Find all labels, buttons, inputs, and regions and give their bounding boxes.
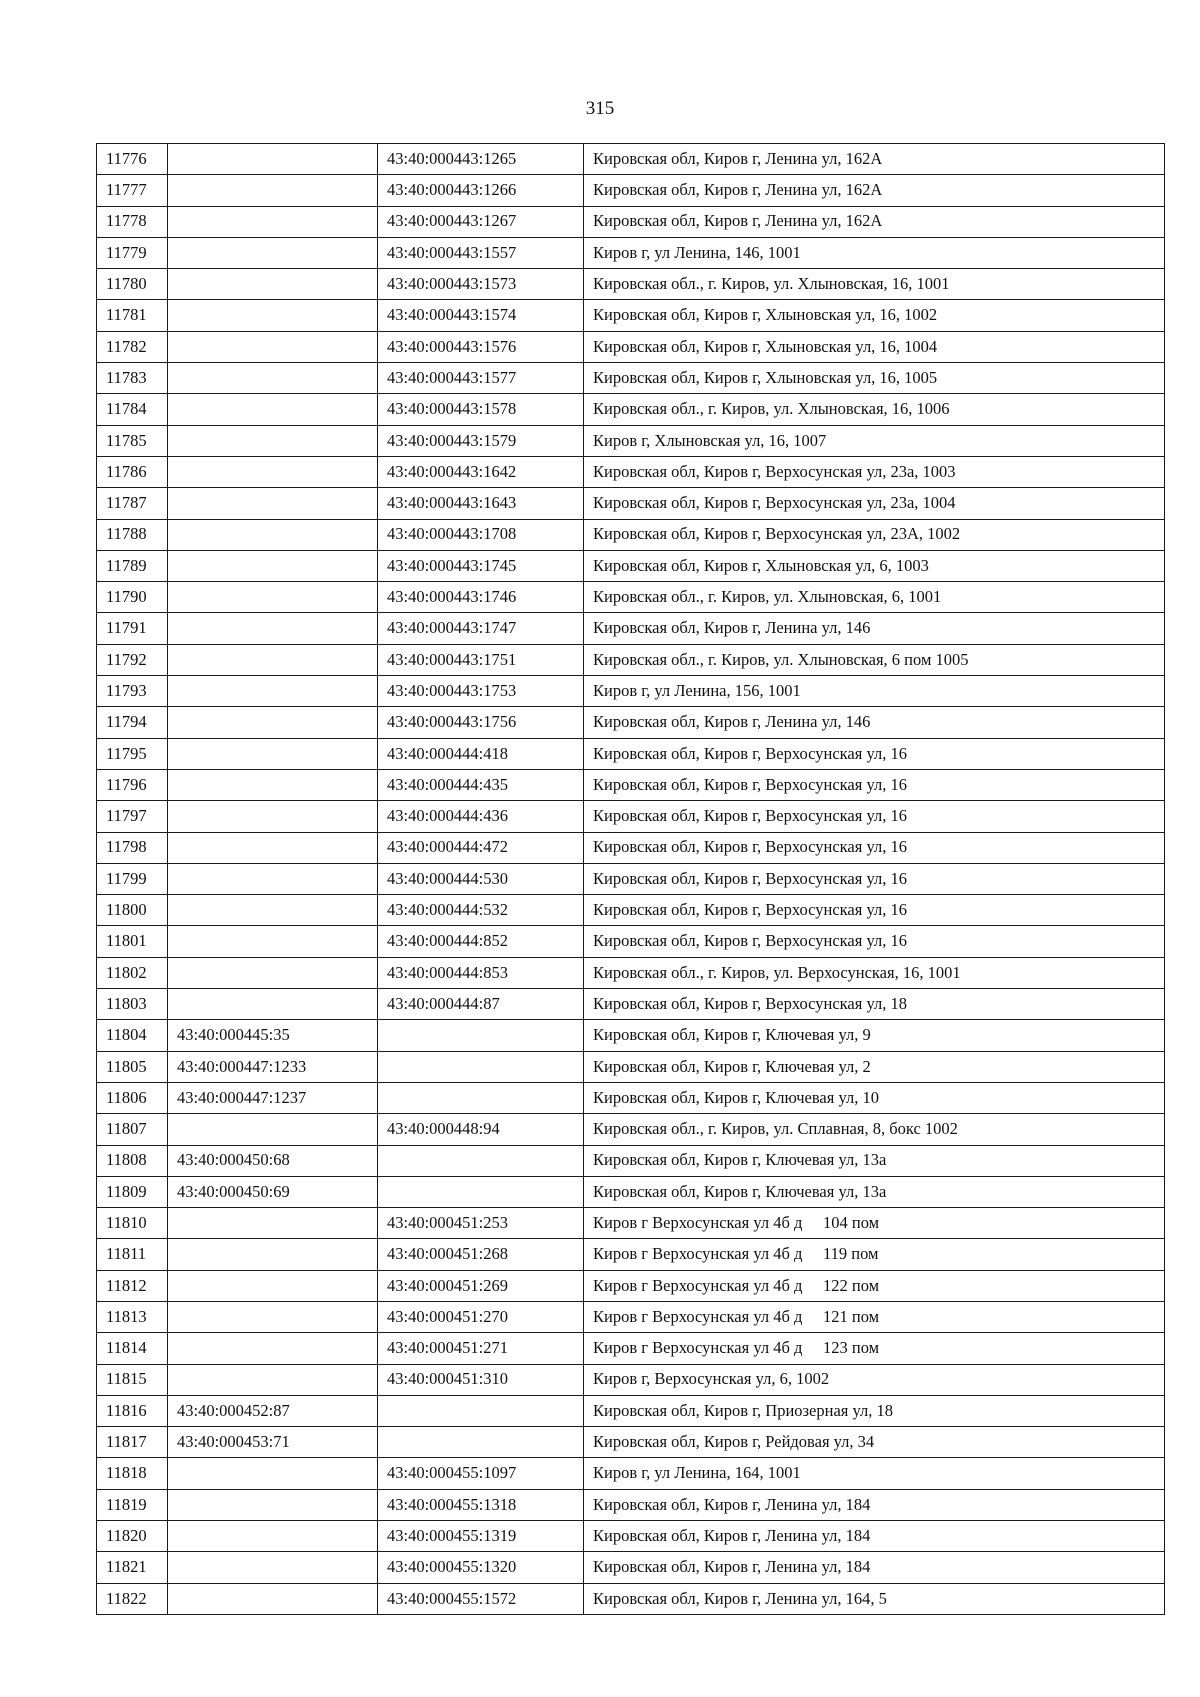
address-cell: Кировская обл, Киров г, Ленина ул, 162А — [584, 144, 1165, 175]
address-cell: Киров г, Верхосунская ул, 6, 1002 — [584, 1364, 1165, 1395]
land-cadastral-number-cell — [168, 1489, 378, 1520]
object-cadastral-number-cell: 43:40:000443:1578 — [378, 394, 584, 425]
table-row — [97, 519, 1165, 550]
row-number-cell: 11817 — [97, 1427, 168, 1458]
row-number-cell: 11792 — [97, 644, 168, 675]
table-row — [97, 1427, 1165, 1458]
address-cell: Киров г Верхосунская ул 4б д 121 пом — [584, 1301, 1165, 1332]
address-cell: Кировская обл, Киров г, Рейдовая ул, 34 — [584, 1427, 1165, 1458]
address-cell: Кировская обл, Киров г, Ключевая ул, 10 — [584, 1082, 1165, 1113]
row-number-cell: 11785 — [97, 425, 168, 456]
object-cadastral-number-cell: 43:40:000443:1573 — [378, 269, 584, 300]
land-cadastral-number-cell — [168, 895, 378, 926]
land-cadastral-number-cell — [168, 1270, 378, 1301]
row-number-cell: 11806 — [97, 1082, 168, 1113]
address-cell: Кировская обл, Киров г, Ленина ул, 162А — [584, 175, 1165, 206]
row-number-cell: 11796 — [97, 769, 168, 800]
land-cadastral-number-cell — [168, 488, 378, 519]
table-row — [97, 1208, 1165, 1239]
object-cadastral-number-cell: 43:40:000451:310 — [378, 1364, 584, 1395]
land-cadastral-number-cell: 43:40:000447:1233 — [168, 1051, 378, 1082]
object-cadastral-number-cell: 43:40:000444:418 — [378, 738, 584, 769]
object-cadastral-number-cell: 43:40:000444:532 — [378, 895, 584, 926]
object-cadastral-number-cell: 43:40:000443:1643 — [378, 488, 584, 519]
row-number-cell: 11812 — [97, 1270, 168, 1301]
object-cadastral-number-cell: 43:40:000451:268 — [378, 1239, 584, 1270]
land-cadastral-number-cell — [168, 1552, 378, 1583]
land-cadastral-number-cell — [168, 1364, 378, 1395]
land-cadastral-number-cell — [168, 707, 378, 738]
object-cadastral-number-cell: 43:40:000444:472 — [378, 832, 584, 863]
object-cadastral-number-cell: 43:40:000444:435 — [378, 769, 584, 800]
address-cell: Кировская обл, Киров г, Ленина ул, 146 — [584, 613, 1165, 644]
land-cadastral-number-cell: 43:40:000450:68 — [168, 1145, 378, 1176]
address-cell: Кировская обл, Киров г, Ленина ул, 146 — [584, 707, 1165, 738]
address-cell: Кировская обл, Киров г, Хлыновская ул, 6, 1003 — [584, 550, 1165, 581]
object-cadastral-number-cell: 43:40:000451:271 — [378, 1333, 584, 1364]
row-number-cell: 11777 — [97, 175, 168, 206]
address-cell: Кировская обл, Киров г, Ключевая ул, 2 — [584, 1051, 1165, 1082]
object-cadastral-number-cell: 43:40:000444:852 — [378, 926, 584, 957]
row-number-cell: 11781 — [97, 300, 168, 331]
table-row — [97, 1333, 1165, 1364]
address-cell: Кировская обл, Киров г, Хлыновская ул, 16, 1002 — [584, 300, 1165, 331]
row-number-cell: 11814 — [97, 1333, 168, 1364]
row-number-cell: 11820 — [97, 1521, 168, 1552]
table-row — [97, 1239, 1165, 1270]
table-row — [97, 300, 1165, 331]
row-number-cell: 11791 — [97, 613, 168, 644]
object-cadastral-number-cell: 43:40:000455:1319 — [378, 1521, 584, 1552]
address-cell: Кировская обл, Киров г, Ленина ул, 164, 5 — [584, 1583, 1165, 1614]
address-cell: Киров г Верхосунская ул 4б д 119 пом — [584, 1239, 1165, 1270]
address-cell: Кировская обл, Киров г, Ключевая ул, 9 — [584, 1020, 1165, 1051]
table-row — [97, 1176, 1165, 1207]
address-cell: Кировская обл, Киров г, Верхосунская ул, 16 — [584, 769, 1165, 800]
address-cell: Кировская обл., г. Киров, ул. Хлыновская, 6, 1001 — [584, 582, 1165, 613]
row-number-cell: 11799 — [97, 863, 168, 894]
object-cadastral-number-cell — [378, 1020, 584, 1051]
table-row — [97, 989, 1165, 1020]
land-cadastral-number-cell — [168, 769, 378, 800]
row-number-cell: 11782 — [97, 331, 168, 362]
object-cadastral-number-cell: 43:40:000443:1745 — [378, 550, 584, 581]
object-cadastral-number-cell: 43:40:000443:1756 — [378, 707, 584, 738]
object-cadastral-number-cell: 43:40:000455:1318 — [378, 1489, 584, 1520]
object-cadastral-number-cell: 43:40:000451:270 — [378, 1301, 584, 1332]
table-row — [97, 1552, 1165, 1583]
row-number-cell: 11784 — [97, 394, 168, 425]
address-cell: Киров г Верхосунская ул 4б д 122 пом — [584, 1270, 1165, 1301]
row-number-cell: 11809 — [97, 1176, 168, 1207]
table-row — [97, 801, 1165, 832]
object-cadastral-number-cell: 43:40:000443:1747 — [378, 613, 584, 644]
registry-table-body — [97, 144, 1165, 1615]
table-row — [97, 676, 1165, 707]
land-cadastral-number-cell — [168, 331, 378, 362]
object-cadastral-number-cell: 43:40:000443:1574 — [378, 300, 584, 331]
object-cadastral-number-cell: 43:40:000451:253 — [378, 1208, 584, 1239]
table-row — [97, 644, 1165, 675]
address-cell: Кировская обл., г. Киров, ул. Хлыновская, 16, 1006 — [584, 394, 1165, 425]
row-number-cell: 11803 — [97, 989, 168, 1020]
object-cadastral-number-cell: 43:40:000443:1265 — [378, 144, 584, 175]
row-number-cell: 11797 — [97, 801, 168, 832]
object-cadastral-number-cell: 43:40:000455:1320 — [378, 1552, 584, 1583]
row-number-cell: 11790 — [97, 582, 168, 613]
address-cell: Кировская обл., г. Киров, ул. Хлыновская, 6 пом 1005 — [584, 644, 1165, 675]
land-cadastral-number-cell — [168, 1333, 378, 1364]
row-number-cell: 11808 — [97, 1145, 168, 1176]
row-number-cell: 11804 — [97, 1020, 168, 1051]
table-row — [97, 456, 1165, 487]
address-cell: Кировская обл, Киров г, Верхосунская ул, 16 — [584, 926, 1165, 957]
row-number-cell: 11787 — [97, 488, 168, 519]
object-cadastral-number-cell: 43:40:000455:1572 — [378, 1583, 584, 1614]
row-number-cell: 11788 — [97, 519, 168, 550]
row-number-cell: 11798 — [97, 832, 168, 863]
table-row — [97, 1082, 1165, 1113]
object-cadastral-number-cell — [378, 1145, 584, 1176]
land-cadastral-number-cell — [168, 989, 378, 1020]
row-number-cell: 11789 — [97, 550, 168, 581]
land-cadastral-number-cell — [168, 582, 378, 613]
object-cadastral-number-cell: 43:40:000444:853 — [378, 957, 584, 988]
land-cadastral-number-cell — [168, 1301, 378, 1332]
table-row — [97, 769, 1165, 800]
land-cadastral-number-cell — [168, 206, 378, 237]
address-cell: Кировская обл., г. Киров, ул. Верхосунская, 16, 1001 — [584, 957, 1165, 988]
table-row — [97, 1301, 1165, 1332]
table-row — [97, 1145, 1165, 1176]
land-cadastral-number-cell — [168, 363, 378, 394]
object-cadastral-number-cell: 43:40:000443:1266 — [378, 175, 584, 206]
table-row — [97, 895, 1165, 926]
object-cadastral-number-cell: 43:40:000444:87 — [378, 989, 584, 1020]
table-row — [97, 1395, 1165, 1426]
row-number-cell: 11776 — [97, 144, 168, 175]
table-row — [97, 1458, 1165, 1489]
address-cell: Киров г, ул Ленина, 164, 1001 — [584, 1458, 1165, 1489]
land-cadastral-number-cell — [168, 394, 378, 425]
table-row — [97, 738, 1165, 769]
table-row — [97, 957, 1165, 988]
land-cadastral-number-cell — [168, 1114, 378, 1145]
object-cadastral-number-cell — [378, 1176, 584, 1207]
land-cadastral-number-cell — [168, 1521, 378, 1552]
address-cell: Кировская обл, Киров г, Верхосунская ул, 16 — [584, 895, 1165, 926]
land-cadastral-number-cell — [168, 676, 378, 707]
object-cadastral-number-cell: 43:40:000444:436 — [378, 801, 584, 832]
land-cadastral-number-cell: 43:40:000447:1237 — [168, 1082, 378, 1113]
land-cadastral-number-cell: 43:40:000452:87 — [168, 1395, 378, 1426]
table-row — [97, 1114, 1165, 1145]
object-cadastral-number-cell — [378, 1051, 584, 1082]
table-row — [97, 206, 1165, 237]
table-row — [97, 863, 1165, 894]
address-cell: Кировская обл, Киров г, Верхосунская ул, 16 — [584, 832, 1165, 863]
row-number-cell: 11818 — [97, 1458, 168, 1489]
object-cadastral-number-cell: 43:40:000443:1746 — [378, 582, 584, 613]
address-cell: Киров г Верхосунская ул 4б д 104 пом — [584, 1208, 1165, 1239]
row-number-cell: 11813 — [97, 1301, 168, 1332]
table-row — [97, 926, 1165, 957]
address-cell: Кировская обл, Киров г, Ленина ул, 184 — [584, 1552, 1165, 1583]
row-number-cell: 11793 — [97, 676, 168, 707]
land-cadastral-number-cell — [168, 801, 378, 832]
land-cadastral-number-cell — [168, 237, 378, 268]
object-cadastral-number-cell: 43:40:000443:1577 — [378, 363, 584, 394]
row-number-cell: 11779 — [97, 237, 168, 268]
table-row — [97, 1583, 1165, 1614]
object-cadastral-number-cell: 43:40:000443:1579 — [378, 425, 584, 456]
object-cadastral-number-cell: 43:40:000448:94 — [378, 1114, 584, 1145]
land-cadastral-number-cell — [168, 644, 378, 675]
row-number-cell: 11816 — [97, 1395, 168, 1426]
table-row — [97, 269, 1165, 300]
address-cell: Кировская обл, Киров г, Верхосунская ул, 23А, 1002 — [584, 519, 1165, 550]
table-row — [97, 1270, 1165, 1301]
row-number-cell: 11821 — [97, 1552, 168, 1583]
table-row — [97, 488, 1165, 519]
address-cell: Кировская обл, Киров г, Ленина ул, 184 — [584, 1489, 1165, 1520]
object-cadastral-number-cell: 43:40:000443:1642 — [378, 456, 584, 487]
address-cell: Кировская обл, Киров г, Верхосунская ул, 18 — [584, 989, 1165, 1020]
object-cadastral-number-cell: 43:40:000443:1753 — [378, 676, 584, 707]
land-cadastral-number-cell: 43:40:000453:71 — [168, 1427, 378, 1458]
row-number-cell: 11805 — [97, 1051, 168, 1082]
land-cadastral-number-cell — [168, 519, 378, 550]
table-row — [97, 1364, 1165, 1395]
row-number-cell: 11800 — [97, 895, 168, 926]
land-cadastral-number-cell — [168, 550, 378, 581]
row-number-cell: 11819 — [97, 1489, 168, 1520]
address-cell: Кировская обл, Киров г, Ленина ул, 162А — [584, 206, 1165, 237]
object-cadastral-number-cell — [378, 1427, 584, 1458]
address-cell: Кировская обл, Киров г, Ключевая ул, 13а — [584, 1176, 1165, 1207]
address-cell: Кировская обл, Киров г, Верхосунская ул, 23а, 1004 — [584, 488, 1165, 519]
object-cadastral-number-cell: 43:40:000443:1576 — [378, 331, 584, 362]
object-cadastral-number-cell — [378, 1395, 584, 1426]
address-cell: Кировская обл., г. Киров, ул. Хлыновская, 16, 1001 — [584, 269, 1165, 300]
table-row — [97, 237, 1165, 268]
address-cell: Кировская обл, Киров г, Хлыновская ул, 16, 1005 — [584, 363, 1165, 394]
address-cell: Кировская обл, Киров г, Хлыновская ул, 16, 1004 — [584, 331, 1165, 362]
table-row — [97, 363, 1165, 394]
land-cadastral-number-cell — [168, 144, 378, 175]
land-cadastral-number-cell — [168, 738, 378, 769]
table-row — [97, 1521, 1165, 1552]
land-cadastral-number-cell — [168, 957, 378, 988]
table-row — [97, 175, 1165, 206]
object-cadastral-number-cell: 43:40:000455:1097 — [378, 1458, 584, 1489]
table-row — [97, 144, 1165, 175]
row-number-cell: 11802 — [97, 957, 168, 988]
object-cadastral-number-cell: 43:40:000444:530 — [378, 863, 584, 894]
row-number-cell: 11815 — [97, 1364, 168, 1395]
address-cell: Киров г, ул Ленина, 156, 1001 — [584, 676, 1165, 707]
address-cell: Киров г Верхосунская ул 4б д 123 пом — [584, 1333, 1165, 1364]
address-cell: Кировская обл, Киров г, Ключевая ул, 13а — [584, 1145, 1165, 1176]
table-row — [97, 832, 1165, 863]
address-cell: Кировская обл, Киров г, Верхосунская ул, 23а, 1003 — [584, 456, 1165, 487]
land-cadastral-number-cell — [168, 1208, 378, 1239]
land-cadastral-number-cell — [168, 269, 378, 300]
table-row — [97, 582, 1165, 613]
row-number-cell: 11811 — [97, 1239, 168, 1270]
land-cadastral-number-cell: 43:40:000450:69 — [168, 1176, 378, 1207]
object-cadastral-number-cell: 43:40:000451:269 — [378, 1270, 584, 1301]
table-row — [97, 550, 1165, 581]
land-cadastral-number-cell — [168, 832, 378, 863]
land-cadastral-number-cell — [168, 863, 378, 894]
property-registry-table — [96, 143, 1165, 1615]
address-cell: Кировская обл, Киров г, Ленина ул, 184 — [584, 1521, 1165, 1552]
table-row — [97, 1020, 1165, 1051]
land-cadastral-number-cell — [168, 613, 378, 644]
row-number-cell: 11795 — [97, 738, 168, 769]
object-cadastral-number-cell: 43:40:000443:1557 — [378, 237, 584, 268]
address-cell: Кировская обл., г. Киров, ул. Сплавная, 8, бокс 1002 — [584, 1114, 1165, 1145]
address-cell: Киров г, Хлыновская ул, 16, 1007 — [584, 425, 1165, 456]
table-row — [97, 613, 1165, 644]
row-number-cell: 11780 — [97, 269, 168, 300]
land-cadastral-number-cell — [168, 1458, 378, 1489]
row-number-cell: 11822 — [97, 1583, 168, 1614]
address-cell: Кировская обл, Киров г, Верхосунская ул, 16 — [584, 738, 1165, 769]
row-number-cell: 11786 — [97, 456, 168, 487]
land-cadastral-number-cell — [168, 456, 378, 487]
land-cadastral-number-cell — [168, 175, 378, 206]
row-number-cell: 11807 — [97, 1114, 168, 1145]
address-cell: Киров г, ул Ленина, 146, 1001 — [584, 237, 1165, 268]
address-cell: Кировская обл, Киров г, Приозерная ул, 18 — [584, 1395, 1165, 1426]
page-number: 315 — [585, 98, 615, 119]
table-row — [97, 1051, 1165, 1082]
row-number-cell: 11778 — [97, 206, 168, 237]
land-cadastral-number-cell — [168, 1583, 378, 1614]
object-cadastral-number-cell: 43:40:000443:1751 — [378, 644, 584, 675]
land-cadastral-number-cell: 43:40:000445:35 — [168, 1020, 378, 1051]
object-cadastral-number-cell — [378, 1082, 584, 1113]
row-number-cell: 11810 — [97, 1208, 168, 1239]
land-cadastral-number-cell — [168, 926, 378, 957]
address-cell: Кировская обл, Киров г, Верхосунская ул, 16 — [584, 801, 1165, 832]
table-row — [97, 331, 1165, 362]
row-number-cell: 11801 — [97, 926, 168, 957]
object-cadastral-number-cell: 43:40:000443:1708 — [378, 519, 584, 550]
table-row — [97, 425, 1165, 456]
table-row — [97, 707, 1165, 738]
row-number-cell: 11783 — [97, 363, 168, 394]
table-row — [97, 394, 1165, 425]
row-number-cell: 11794 — [97, 707, 168, 738]
land-cadastral-number-cell — [168, 425, 378, 456]
table-row — [97, 1489, 1165, 1520]
land-cadastral-number-cell — [168, 1239, 378, 1270]
address-cell: Кировская обл, Киров г, Верхосунская ул, 16 — [584, 863, 1165, 894]
object-cadastral-number-cell: 43:40:000443:1267 — [378, 206, 584, 237]
land-cadastral-number-cell — [168, 300, 378, 331]
